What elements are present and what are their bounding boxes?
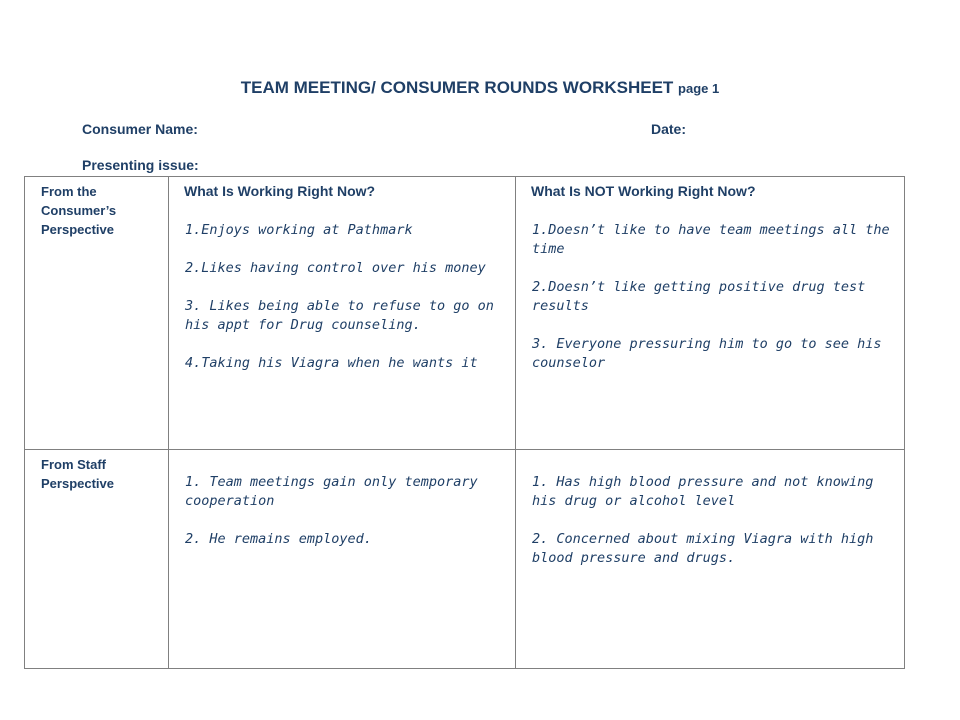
list-item: 1.Enjoys working at Pathmark: [185, 222, 413, 238]
column-divider-2: [515, 177, 516, 668]
staff-not-working-cell: [532, 473, 892, 568]
list-item: 4.Taking his Viagra when he wants it: [185, 355, 478, 371]
title-page-number: page 1: [678, 81, 720, 96]
consumer-not-working-cell: [532, 221, 892, 373]
worksheet-title: [0, 78, 960, 98]
row-label-consumer: From the Consumer’s Perspective: [41, 184, 117, 237]
list-item: 1.Doesn’t like to have team meetings all the time: [532, 222, 890, 257]
list-item: 1. Team meetings gain only temporary cooperation: [185, 474, 478, 509]
header-working: What Is Working Right Now?: [184, 183, 376, 199]
date-label: Date:: [651, 121, 687, 137]
consumer-working-cell: [185, 221, 503, 373]
list-item: 2.Doesn’t like getting positive drug test results: [532, 279, 866, 314]
row-label-staff: From Staff Perspective: [41, 457, 114, 491]
header-not-working: What Is NOT Working Right Now?: [531, 183, 756, 199]
list-item: 3. Everyone pressuring him to go to see his counselor: [532, 336, 882, 371]
list-item: 2. Concerned about mixing Viagra with high blood pressure and drugs.: [532, 531, 874, 566]
list-item: 1. Has high blood pressure and not knowing his drug or alcohol level: [532, 474, 874, 509]
list-item: 2.Likes having control over his money: [185, 260, 486, 276]
presenting-issue-label: Presenting issue:: [82, 157, 199, 173]
row-divider: [25, 449, 904, 450]
consumer-name-label: Consumer Name:: [82, 121, 198, 137]
list-item: 3. Likes being able to refuse to go on his appt for Drug counseling.: [185, 298, 494, 333]
staff-working-cell: [185, 473, 503, 549]
column-divider-1: [168, 177, 169, 668]
title-main: TEAM MEETING/ CONSUMER ROUNDS WORKSHEET: [240, 78, 674, 97]
list-item: 2. He remains employed.: [185, 531, 372, 547]
worksheet-table: [24, 176, 905, 669]
